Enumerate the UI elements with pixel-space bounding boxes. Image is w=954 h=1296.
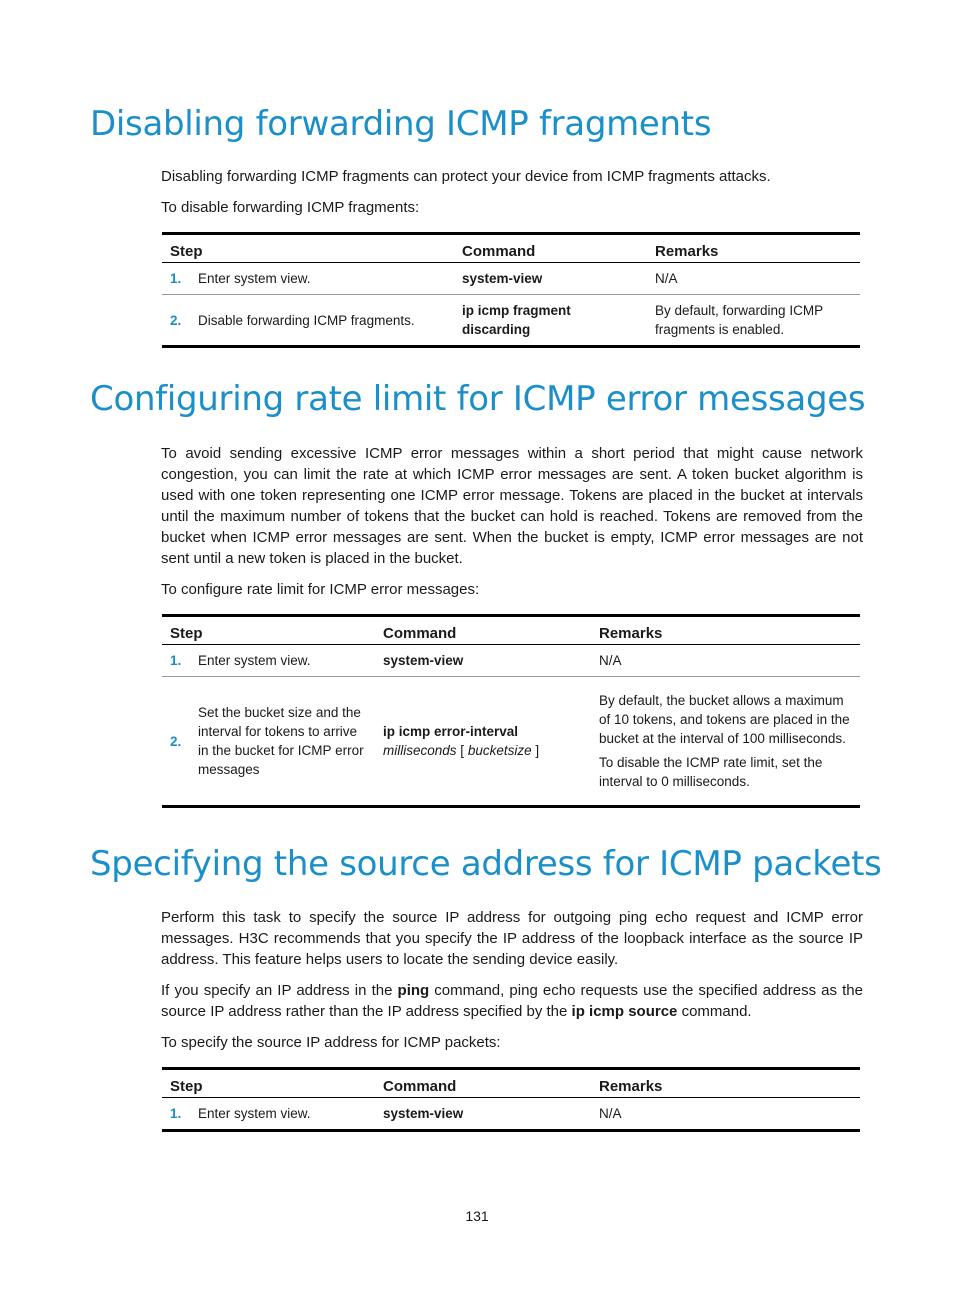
table-header-row [162, 616, 860, 645]
header-remarks: Remarks [591, 616, 860, 645]
remarks-cell: N/A [591, 1098, 860, 1131]
section1-intro: Disabling forwarding ICMP fragments can protect your device from ICMP fragments attacks. [161, 168, 771, 185]
header-command: Command [375, 1069, 591, 1098]
text-run: command, ping echo requests use the specified address as the source IP address rather than the IP address specified by the [161, 982, 863, 1020]
step-description: Enter system view. [190, 645, 375, 677]
optional-open-bracket: [ [460, 743, 465, 758]
step-description: Disable forwarding ICMP fragments. [190, 295, 454, 347]
command-keyword: system-view [383, 653, 464, 668]
step-description: Set the bucket size and the interval for tokens to arrive in the bucket for ICMP error messages [190, 677, 375, 807]
command-keyword: system-view [462, 271, 543, 286]
section2-intro: To avoid sending excessive ICMP error messages within a short period that might cause network congestion, you can limit the rate at which ICMP error messages are sent. A token bucket algorithm is used with one token representing one ICMP error message. Tokens are placed in the bucket at intervals until the maximum number of tokens that the bucket can hold is reached. Tokens are removed from the bucket when ICMP error messages are sent. When the bucket is empty, ICMP error messages are not sent until a new token is placed in the bucket. [161, 445, 863, 567]
header-command: Command [375, 616, 591, 645]
text-run: command. [677, 1003, 752, 1020]
command-keyword: ip icmp source [571, 1003, 678, 1020]
section2-steps-table [162, 614, 860, 808]
step-description: Enter system view. [190, 1098, 375, 1131]
section3-intro: Perform this task to specify the source IP address for outgoing ping echo request and ICMP error messages. H3C recommends that you specify the IP address of the loopback interface as the source IP address. This feature helps users to locate the sending device easily. [161, 909, 863, 968]
section1-lead: To disable forwarding ICMP fragments: [161, 199, 420, 216]
step-number: 2. [162, 295, 190, 347]
section-title-rate-limit-icmp: Configuring rate limit for ICMP error messages [90, 379, 866, 419]
page-number: 131 [465, 1208, 489, 1224]
section3-lead: To specify the source IP address for ICMP packets: [161, 1034, 501, 1051]
table-row [162, 1098, 860, 1131]
section-title-disabling-icmp-fragments: Disabling forwarding ICMP fragments [90, 104, 712, 144]
step-number: 1. [162, 1098, 190, 1131]
command-cell [375, 645, 591, 677]
step-number: 1. [162, 263, 190, 295]
table-row [162, 645, 860, 677]
header-remarks: Remarks [647, 234, 860, 263]
section-title-source-address-icmp: Specifying the source address for ICMP packets [90, 844, 882, 884]
optional-close-bracket: ] [535, 743, 540, 758]
remarks-cell: By default, forwarding ICMP fragments is enabled. [647, 295, 860, 347]
command-cell [454, 263, 647, 295]
table-header-row [162, 234, 860, 263]
header-step: Step [162, 234, 454, 263]
command-keyword: ping [397, 982, 430, 999]
command-keyword: ip icmp fragment discarding [462, 303, 571, 337]
section3-para2 [161, 980, 863, 1022]
table-header-row [162, 1069, 860, 1098]
step-description: Enter system view. [190, 263, 454, 295]
command-cell [454, 295, 647, 347]
text-run: If you specify an IP address in the [161, 982, 398, 999]
section2-lead: To configure rate limit for ICMP error messages: [161, 581, 480, 598]
remarks-cell [591, 677, 860, 807]
command-keyword: ip icmp error-interval [383, 724, 519, 739]
section3-steps-table [162, 1067, 860, 1132]
command-cell [375, 677, 591, 807]
remarks-paragraph: To disable the ICMP rate limit, set the interval to 0 milliseconds. [599, 755, 823, 789]
command-keyword: system-view [383, 1106, 464, 1121]
remarks-paragraph: By default, the bucket allows a maximum of 10 tokens, and tokens are placed in the bucket at the interval of 100 milliseconds. [599, 693, 850, 746]
header-remarks: Remarks [591, 1069, 860, 1098]
command-argument: milliseconds [383, 743, 457, 758]
step-number: 1. [162, 645, 190, 677]
table-row [162, 263, 860, 295]
header-command: Command [454, 234, 647, 263]
command-cell [375, 1098, 591, 1131]
step-number: 2. [162, 677, 190, 807]
table-row [162, 677, 860, 807]
remarks-cell: N/A [591, 645, 860, 677]
command-argument: bucketsize [467, 743, 532, 758]
table-row [162, 295, 860, 347]
header-step: Step [162, 616, 375, 645]
header-step: Step [162, 1069, 375, 1098]
remarks-cell: N/A [647, 263, 860, 295]
section1-steps-table [162, 232, 860, 348]
